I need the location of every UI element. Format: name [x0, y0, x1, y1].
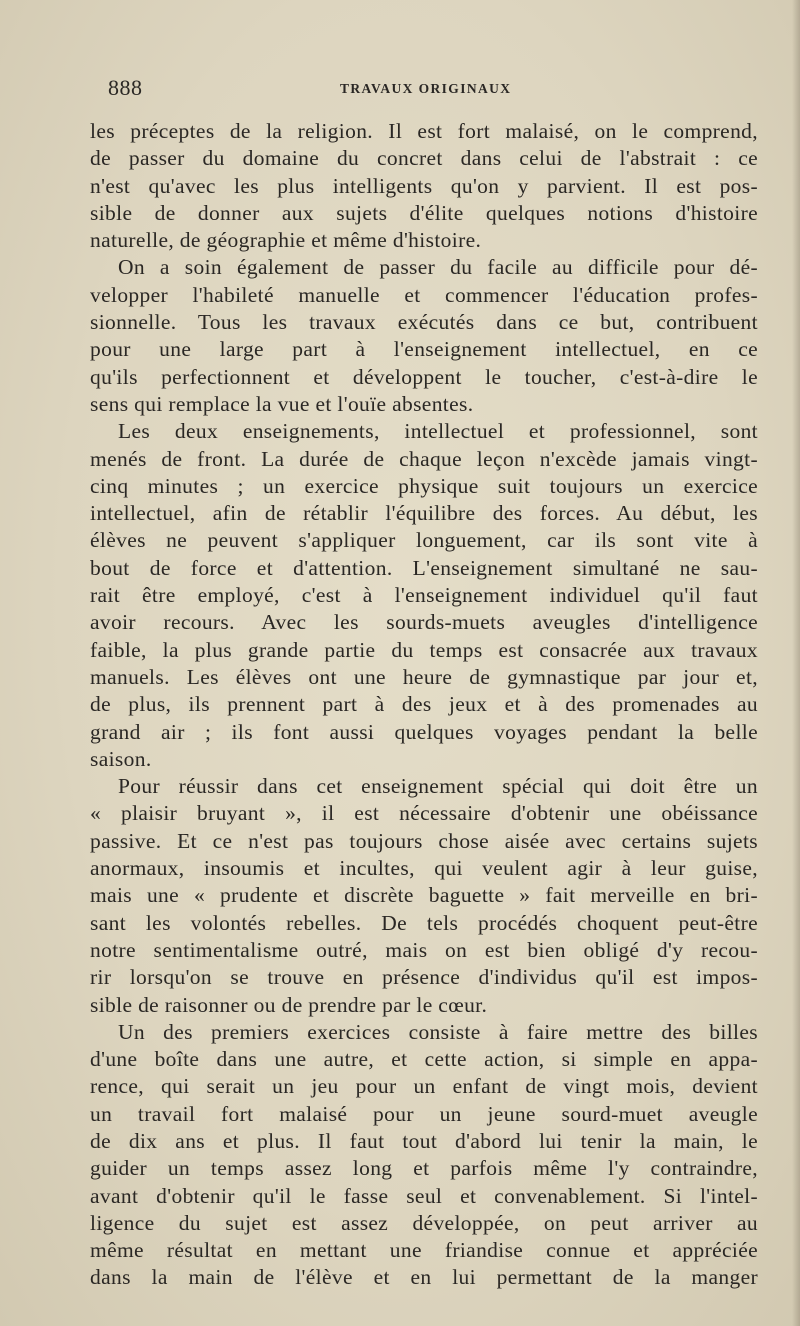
text-line: d'une boîte dans une autre, et cette action, si simple en appa-	[90, 1047, 758, 1072]
text-line: velopper l'habileté manuelle et commencer l'éducation profes-	[90, 282, 758, 307]
text-line: mais une « prudente et discrète baguette » fait merveille en bri-	[90, 883, 758, 908]
paragraph-start-line: Pour réussir dans cet enseignement spécial qui doit être un	[118, 774, 758, 799]
text-line: notre sentimentalisme outré, mais on est bien obligé d'y recou-	[90, 937, 758, 962]
text-line: bout de force et d'attention. L'enseignement simultané ne sau-	[90, 555, 758, 580]
paragraph-start-line: On a soin également de passer du facile au difficile pour dé-	[118, 255, 758, 280]
text-line: menés de front. La durée de chaque leçon n'excède jamais vingt-	[90, 446, 758, 471]
text-line: sible de donner aux sujets d'élite quelques notions d'histoire	[90, 200, 758, 225]
text-line: dans la main de l'élève et en lui permettant de la manger	[90, 1265, 758, 1290]
paragraph-start-line: Un des premiers exercices consiste à faire mettre des billes	[118, 1019, 758, 1044]
text-line: saison.	[90, 746, 152, 771]
text-line: avant d'obtenir qu'il le fasse seul et convenablement. Si l'intel-	[90, 1183, 758, 1208]
text-line: ligence du sujet est assez développée, on peut arriver au	[90, 1210, 758, 1235]
text-line: rir lorsqu'on se trouve en présence d'individus qu'il est impos-	[90, 965, 758, 990]
text-line: pour une large part à l'enseignement intellectuel, en ce	[90, 337, 758, 362]
text-line: guider un temps assez long et parfois même l'y contraindre,	[90, 1156, 758, 1181]
text-line: manuels. Les élèves ont une heure de gymnastique par jour et,	[90, 664, 758, 689]
text-line: passive. Et ce n'est pas toujours chose aisée avec certains sujets	[90, 828, 758, 853]
text-line: élèves ne peuvent s'appliquer longuement, car ils sont vite à	[90, 528, 758, 553]
running-title: TRAVAUX ORIGINAUX	[340, 81, 512, 96]
page-edge-shadow	[792, 0, 800, 1326]
text-line: sens qui remplace la vue et l'ouïe absentes.	[90, 391, 474, 416]
text-line: cinq minutes ; un exercice physique suit toujours un exercice	[90, 473, 758, 498]
text-line: sionnelle. Tous les travaux exécutés dans ce but, contribuent	[90, 310, 758, 335]
text-line: « plaisir bruyant », il est nécessaire d'obtenir une obéissance	[90, 801, 758, 826]
text-line: même résultat en mettant une friandise connue et appréciée	[90, 1238, 758, 1263]
text-line: un travail fort malaisé pour un jeune sourd-muet aveugle	[90, 1101, 758, 1126]
text-line: anormaux, insoumis et incultes, qui veulent agir à leur guise,	[90, 856, 758, 881]
page-number: 888	[108, 75, 143, 100]
text-line: avoir recours. Avec les sourds-muets aveugles d'intelligence	[90, 610, 758, 635]
text-line: sible de raisonner ou de prendre par le cœur.	[90, 992, 488, 1017]
text-line: faible, la plus grande partie du temps est consacrée aux travaux	[90, 637, 758, 662]
text-line: naturelle, de géographie et même d'histoire.	[90, 228, 482, 253]
text-line: de plus, ils prennent part à des jeux et à des promenades au	[90, 692, 758, 717]
text-line: grand air ; ils font aussi quelques voyages pendant la belle	[90, 719, 758, 744]
body-text	[90, 118, 758, 1292]
text-line: de passer du domaine du concret dans celui de l'abstrait : ce	[90, 146, 758, 171]
text-line: sant les volontés rebelles. De tels procédés choquent peut-être	[90, 910, 758, 935]
text-line: n'est qu'avec les plus intelligents qu'on y parvient. Il est pos-	[90, 173, 758, 198]
page-header	[108, 76, 756, 100]
text-line: intellectuel, afin de rétablir l'équilibre des forces. Au début, les	[90, 501, 758, 526]
text-line: qu'ils perfectionnent et développent le toucher, c'est-à-dire le	[90, 364, 758, 389]
text-line: les préceptes de la religion. Il est fort malaisé, on le comprend,	[90, 119, 758, 143]
text-line: rait être employé, c'est à l'enseignement individuel qu'il faut	[90, 583, 758, 608]
text-line: de dix ans et plus. Il faut tout d'abord lui tenir la main, le	[90, 1128, 758, 1153]
text-line: rence, qui serait un jeu pour un enfant de vingt mois, devient	[90, 1074, 758, 1099]
paragraph-start-line: Les deux enseignements, intellectuel et professionnel, sont	[118, 419, 758, 444]
